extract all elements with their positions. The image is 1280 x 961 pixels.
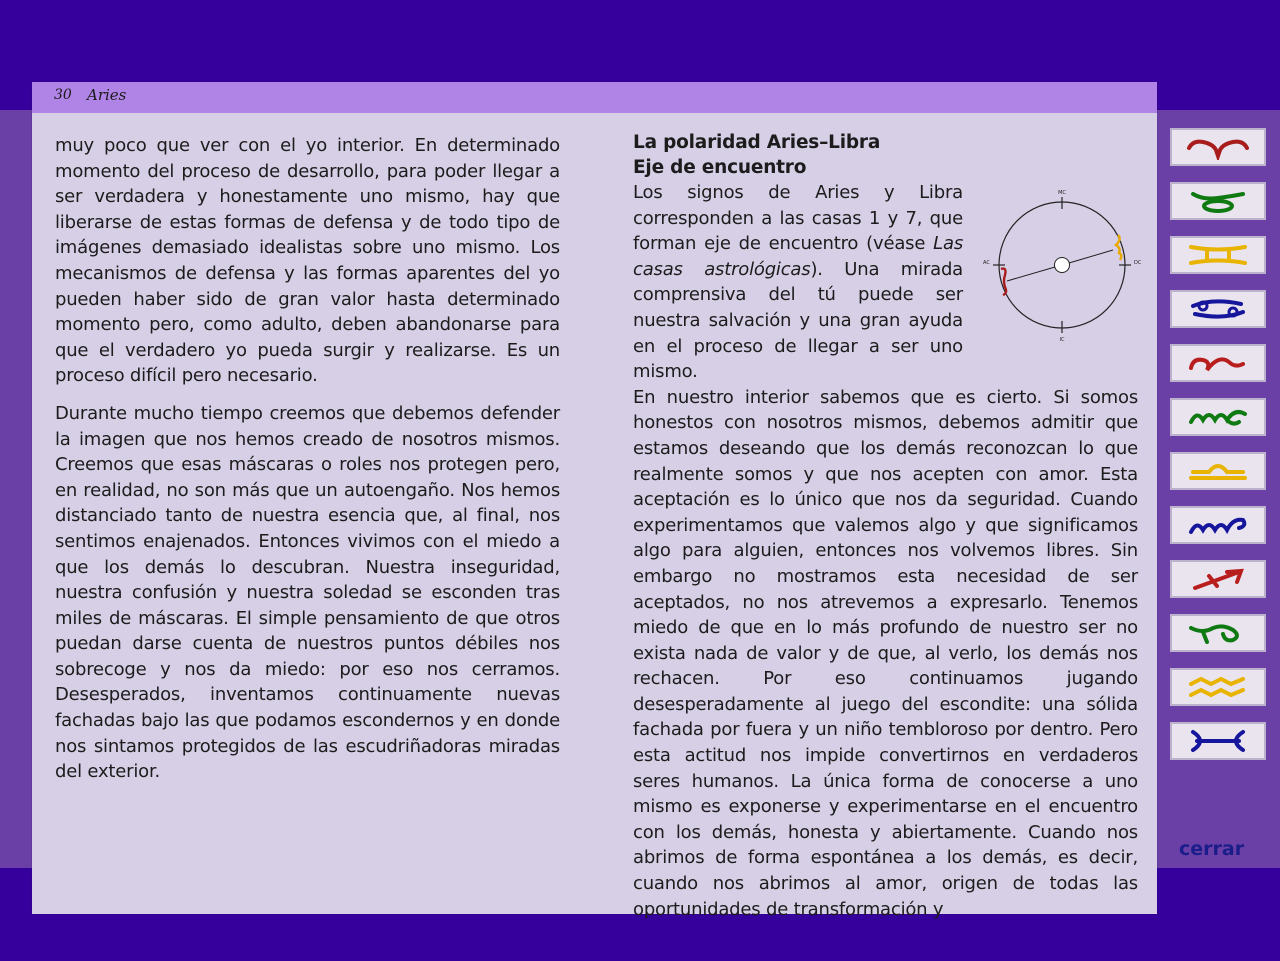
pisces-icon [1183, 728, 1253, 754]
cancer-icon [1183, 296, 1253, 322]
close-button[interactable]: cerrar [1179, 838, 1245, 860]
running-head [32, 82, 1157, 113]
section-subheading: Eje de encuentro [633, 157, 807, 178]
zodiac-button-scorpio[interactable] [1170, 506, 1266, 544]
leo-icon [1183, 350, 1253, 376]
zodiac-button-sagittarius[interactable] [1170, 560, 1266, 598]
dc-label: DC [1134, 260, 1142, 266]
virgo-icon [1183, 404, 1253, 430]
libra-icon [1183, 458, 1253, 484]
zodiac-button-cancer[interactable] [1170, 290, 1266, 328]
paragraph: muy poco que ver con el yo interior. En determinado momento del proceso de desarrollo, para poder llegar a ser verdadera y honestamente uno mismo, hay que liberarse de estas formas de defensa y de todo tipo de imágenes demasiado idealistas sobre uno mismo. Los mecanismos de defensa y las formas aparentes del yo pueden haber sido de gran valor hasta determinado momento pero, como adulto, deben abandonarse para que el verdadero yo pueda surgir y realizarse. Es un proceso difícil pero necesario. [55, 135, 560, 387]
zodiac-button-libra[interactable] [1170, 452, 1266, 490]
sagittarius-icon [1183, 566, 1253, 592]
scorpio-icon [1183, 512, 1253, 538]
zodiac-button-aries[interactable] [1170, 128, 1266, 166]
page-number: 30 [54, 87, 72, 103]
house-wheel-diagram [975, 185, 1150, 345]
zodiac-button-leo[interactable] [1170, 344, 1266, 382]
axis-line-left [1007, 267, 1055, 281]
section-heading: La polaridad Aries–Libra [633, 132, 881, 153]
libra-glyph-icon [1116, 235, 1121, 260]
capricorn-icon [1183, 620, 1253, 646]
axis-line-right [1069, 250, 1113, 263]
paragraph: Durante mucho tiempo creemos que debemos defender la imagen que nos hemos creado de nosotros mismos. Creemos que esas máscaras o roles nos protegen pero, en realidad, no son más que un autoengaño. Nos hemos distanciado tanto de nuestra esencia que, al final, nos sentimos enajenados. Entonces vivimos con el miedo a que los demás lo descubran. Nuestra inseguridad, nuestra confusión y nuestra soledad se esconden tras miles de máscaras. El simple pensamiento de que otros puedan darse cuenta de nuestros puntos débiles nos sobrecoge y nos da miedo: por eso nos cerramos. Desesperados, inventamos continuamente nuevas fachadas bajo las que podamos escondernos y en donde nos sintamos protegidos de las escudriñadoras miradas del exterior. [55, 402, 560, 783]
zodiac-button-pisces[interactable] [1170, 722, 1266, 760]
cross-reference: Las casas astrológicas [633, 233, 963, 280]
aquarius-icon [1183, 674, 1253, 700]
intro-text-end: ). Una mirada comprensiva del tú puede ser nuestra salvación y una gran ayuda en el proceso de llegar a ser uno mismo. [633, 258, 963, 383]
body-paragraph: En nuestro interior sabemos que es cierto. Si somos honestos con nosotros mismos, debemos admitir que estamos deseando que los demás reconozcan lo que realmente somos y que nos acepten con amor. Esta aceptación es lo único que nos da seguridad. Cuando experimentamos que valemos algo y que significamos algo para alguien, entonces nos volvemos libres. Sin embargo no mostramos esta necesidad de ser aceptados, no nos atrevemos a expresarlo. Tenemos miedo de que en lo más profundo de nuestro ser no exista nada de valor y de que, al verlo, los demás nos rechacen. Por eso continuamos jugando desesperadamente al juego del escondite: una sólida fachada por fuera y un niño tembloroso por dentro. Pero esta actitud nos impide convertirnos en verdaderos seres humanos. La única forma de conocerse a uno mismo es exponerse y experimentarse en el encuentro con los demás, honesta y abiertamente. Cuando nos abrimos de forma espontánea a los demás, es decir, cuando nos abrimos al amor, origen de todas las oportunidades de transformación y [633, 386, 1138, 920]
zodiac-button-gemini[interactable] [1170, 236, 1266, 274]
intro-paragraph [633, 180, 963, 385]
ic-label: IC [1059, 337, 1065, 343]
mc-label: MC [1058, 190, 1066, 196]
zodiac-button-virgo[interactable] [1170, 398, 1266, 436]
wheel-center [1055, 258, 1070, 273]
intro-text-start: Los signos de Aries y Libra corresponden a las casas 1 y 7, que forman eje de encuentro (véase [633, 182, 963, 255]
zodiac-button-capricorn[interactable] [1170, 614, 1266, 652]
zodiac-button-aquarius[interactable] [1170, 668, 1266, 706]
aries-icon [1183, 134, 1253, 160]
gemini-icon [1183, 242, 1253, 268]
zodiac-button-taurus[interactable] [1170, 182, 1266, 220]
ac-label: AC [983, 260, 990, 266]
section-title: Aries [87, 86, 127, 104]
taurus-icon [1183, 188, 1253, 214]
left-column [55, 133, 560, 785]
